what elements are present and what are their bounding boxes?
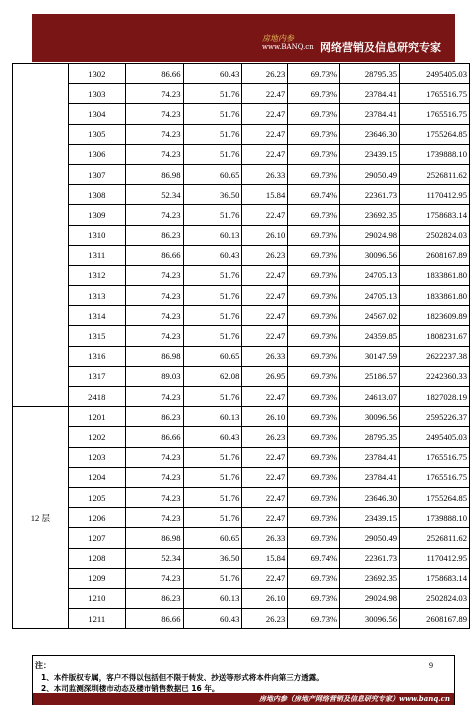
- table-cell: 74.23: [125, 84, 183, 104]
- table-cell: 23784.41: [340, 467, 400, 487]
- table-cell: 69.73%: [288, 427, 340, 447]
- table-row: [13, 225, 470, 245]
- table-cell: 26.33: [242, 346, 288, 366]
- room-number-cell: 1307: [68, 164, 125, 184]
- table-cell: 86.23: [125, 407, 183, 427]
- table-cell: 1827028.19: [400, 387, 470, 407]
- table-cell: 69.73%: [288, 609, 340, 629]
- table-cell: 1170412.95: [400, 185, 470, 205]
- table-cell: 69.73%: [288, 487, 340, 507]
- table-cell: 2242360.33: [400, 366, 470, 386]
- room-number-cell: 1201: [68, 407, 125, 427]
- room-number-cell: 1208: [68, 548, 125, 568]
- table-cell: 86.98: [125, 528, 183, 548]
- table-cell: 51.76: [183, 286, 242, 306]
- table-cell: 29024.98: [340, 588, 400, 608]
- table-cell: 36.50: [183, 548, 242, 568]
- table-cell: 30147.59: [340, 346, 400, 366]
- table-cell: 69.73%: [288, 528, 340, 548]
- table-cell: 26.23: [242, 64, 288, 84]
- table-cell: 74.23: [125, 447, 183, 467]
- table-cell: 1823609.89: [400, 306, 470, 326]
- table-cell: 23646.30: [340, 487, 400, 507]
- page-number: 9: [429, 661, 433, 670]
- table-row: [13, 427, 470, 447]
- table-cell: 69.73%: [288, 124, 340, 144]
- table-cell: 60.13: [183, 225, 242, 245]
- table-cell: 74.23: [125, 326, 183, 346]
- table-cell: 69.73%: [288, 245, 340, 265]
- table-cell: 1833861.80: [400, 265, 470, 285]
- room-number-cell: 1316: [68, 346, 125, 366]
- table-cell: 69.73%: [288, 366, 340, 386]
- table-row: [13, 306, 470, 326]
- logo-url: www.BANQ.cn: [262, 43, 314, 51]
- table-cell: 22361.73: [340, 185, 400, 205]
- table-cell: 22.47: [242, 447, 288, 467]
- table-cell: 24567.02: [340, 306, 400, 326]
- table-row: [13, 588, 470, 608]
- table-cell: 52.34: [125, 548, 183, 568]
- header-title: 网络营销及信息研究专家: [320, 41, 441, 54]
- room-number-cell: 1205: [68, 487, 125, 507]
- table-cell: 51.76: [183, 306, 242, 326]
- table-cell: 86.66: [125, 427, 183, 447]
- table-cell: 60.65: [183, 528, 242, 548]
- table-cell: 69.73%: [288, 64, 340, 84]
- table-cell: 86.98: [125, 164, 183, 184]
- room-number-cell: 1317: [68, 366, 125, 386]
- table-row: [13, 548, 470, 568]
- table-cell: 69.74%: [288, 185, 340, 205]
- table-cell: 2502824.03: [400, 588, 470, 608]
- table-cell: 1765516.75: [400, 467, 470, 487]
- table-cell: 86.66: [125, 609, 183, 629]
- table-cell: 24613.07: [340, 387, 400, 407]
- table-cell: 51.76: [183, 205, 242, 225]
- table-cell: 1170412.95: [400, 548, 470, 568]
- table-cell: 52.34: [125, 185, 183, 205]
- room-number-cell: 1306: [68, 144, 125, 164]
- table-cell: 1758683.14: [400, 205, 470, 225]
- table-cell: 60.65: [183, 164, 242, 184]
- table-cell: 51.76: [183, 104, 242, 124]
- table-cell: 74.23: [125, 124, 183, 144]
- table-cell: 25186.57: [340, 366, 400, 386]
- table-row: [13, 265, 470, 285]
- table-cell: 62.08: [183, 366, 242, 386]
- table-cell: 26.23: [242, 609, 288, 629]
- table-cell: 51.76: [183, 447, 242, 467]
- table-cell: 69.73%: [288, 104, 340, 124]
- room-number-cell: 1309: [68, 205, 125, 225]
- table-cell: 2595226.37: [400, 407, 470, 427]
- footer-bar-text: 房地内参（房地产网络营销及信息研究专家）www.banq.cn: [258, 694, 450, 703]
- table-cell: 26.33: [242, 528, 288, 548]
- table-cell: 2622237.38: [400, 346, 470, 366]
- table-cell: 1765516.75: [400, 104, 470, 124]
- table-cell: 22.47: [242, 306, 288, 326]
- table-row: [13, 185, 470, 205]
- table-cell: 1808231.67: [400, 326, 470, 346]
- table-cell: 74.23: [125, 306, 183, 326]
- table-cell: 22.47: [242, 124, 288, 144]
- table-cell: 51.76: [183, 84, 242, 104]
- table-cell: 36.50: [183, 185, 242, 205]
- table-cell: 23784.41: [340, 447, 400, 467]
- table-cell: 69.73%: [288, 387, 340, 407]
- table-cell: 1739888.10: [400, 508, 470, 528]
- table-cell: 74.23: [125, 467, 183, 487]
- table-row: [13, 467, 470, 487]
- table-cell: 22361.73: [340, 548, 400, 568]
- table-cell: 69.73%: [288, 407, 340, 427]
- table-cell: 69.73%: [288, 205, 340, 225]
- table-cell: 23439.15: [340, 508, 400, 528]
- table-cell: 74.23: [125, 508, 183, 528]
- table-cell: 22.47: [242, 104, 288, 124]
- table-cell: 74.23: [125, 205, 183, 225]
- table-row: [13, 609, 470, 629]
- table-cell: 22.47: [242, 467, 288, 487]
- table-cell: 2526811.62: [400, 528, 470, 548]
- table-cell: 1833861.80: [400, 286, 470, 306]
- table-cell: 69.73%: [288, 588, 340, 608]
- room-number-cell: 1206: [68, 508, 125, 528]
- table-cell: 2495405.03: [400, 64, 470, 84]
- table-cell: 26.10: [242, 225, 288, 245]
- table-cell: 51.76: [183, 568, 242, 588]
- table-cell: 51.76: [183, 387, 242, 407]
- price-table: [12, 63, 470, 629]
- note-label: 注：: [35, 661, 51, 670]
- table-cell: 26.95: [242, 366, 288, 386]
- table-cell: 1758683.14: [400, 568, 470, 588]
- table-cell: 28795.35: [340, 64, 400, 84]
- room-number-cell: 1314: [68, 306, 125, 326]
- table-cell: 69.73%: [288, 346, 340, 366]
- table-cell: 60.13: [183, 407, 242, 427]
- table-cell: 22.47: [242, 387, 288, 407]
- table-cell: 69.73%: [288, 508, 340, 528]
- table-cell: 1765516.75: [400, 84, 470, 104]
- table-cell: 69.73%: [288, 84, 340, 104]
- room-number-cell: 1207: [68, 528, 125, 548]
- banq-logo: [262, 34, 314, 52]
- table-cell: 69.73%: [288, 164, 340, 184]
- logo-text: 房地内参: [262, 34, 294, 43]
- table-cell: 69.73%: [288, 225, 340, 245]
- note-copyright: 1、本件版权专属，客户不得以包括但不限于转发、抄送等形式将本件向第三方透露。: [41, 673, 324, 682]
- table-row: [13, 387, 470, 407]
- table-cell: 74.23: [125, 487, 183, 507]
- table-cell: 24705.13: [340, 286, 400, 306]
- table-cell: 23784.41: [340, 104, 400, 124]
- table-row: [13, 164, 470, 184]
- room-number-cell: 1303: [68, 84, 125, 104]
- table-row: [13, 487, 470, 507]
- table-cell: 29024.98: [340, 225, 400, 245]
- table-cell: 51.76: [183, 265, 242, 285]
- table-row: [13, 346, 470, 366]
- room-number-cell: 1203: [68, 447, 125, 467]
- table-row: [13, 447, 470, 467]
- table-cell: 26.10: [242, 407, 288, 427]
- room-number-cell: 1315: [68, 326, 125, 346]
- table-cell: 51.76: [183, 508, 242, 528]
- room-number-cell: 1310: [68, 225, 125, 245]
- table-cell: 60.43: [183, 64, 242, 84]
- table-cell: 86.66: [125, 64, 183, 84]
- table-cell: 60.43: [183, 427, 242, 447]
- table-cell: 51.76: [183, 326, 242, 346]
- table-cell: 26.10: [242, 588, 288, 608]
- room-number-cell: 1312: [68, 265, 125, 285]
- table-cell: 30096.56: [340, 407, 400, 427]
- table-row: [13, 205, 470, 225]
- table-cell: 1739888.10: [400, 144, 470, 164]
- table-cell: 69.73%: [288, 568, 340, 588]
- table-cell: 69.73%: [288, 306, 340, 326]
- table-cell: 86.66: [125, 245, 183, 265]
- table-cell: 60.43: [183, 245, 242, 265]
- table-cell: 22.47: [242, 205, 288, 225]
- table-row: [13, 245, 470, 265]
- table-cell: 74.23: [125, 265, 183, 285]
- table-cell: 2502824.03: [400, 225, 470, 245]
- note-monitoring: 2、本司监测深圳楼市动态及楼市销售数据已 16 年。: [41, 684, 220, 693]
- table-cell: 74.23: [125, 104, 183, 124]
- table-cell: 69.73%: [288, 144, 340, 164]
- table-cell: 26.33: [242, 164, 288, 184]
- table-cell: 2495405.03: [400, 427, 470, 447]
- table-cell: 2608167.89: [400, 609, 470, 629]
- table-cell: 23439.15: [340, 144, 400, 164]
- room-number-cell: 1308: [68, 185, 125, 205]
- table-cell: 15.84: [242, 185, 288, 205]
- table-cell: 60.43: [183, 609, 242, 629]
- room-number-cell: 1211: [68, 609, 125, 629]
- table-cell: 51.76: [183, 487, 242, 507]
- room-number-cell: 1202: [68, 427, 125, 447]
- table-cell: 23692.35: [340, 568, 400, 588]
- room-number-cell: 1304: [68, 104, 125, 124]
- table-cell: 86.23: [125, 588, 183, 608]
- table-cell: 1755264.85: [400, 487, 470, 507]
- room-number-cell: 1302: [68, 64, 125, 84]
- table-cell: 86.23: [125, 225, 183, 245]
- table-cell: 69.73%: [288, 447, 340, 467]
- table-cell: 15.84: [242, 548, 288, 568]
- table-cell: 26.23: [242, 245, 288, 265]
- table-cell: 69.73%: [288, 467, 340, 487]
- table-cell: 69.73%: [288, 326, 340, 346]
- table-row: [13, 528, 470, 548]
- table-cell: 22.47: [242, 144, 288, 164]
- room-number-cell: 1204: [68, 467, 125, 487]
- room-number-cell: 1311: [68, 245, 125, 265]
- footer-notes: [32, 655, 455, 705]
- table-cell: 23784.41: [340, 84, 400, 104]
- table-cell: 2526811.62: [400, 164, 470, 184]
- floor-cell: 12 层: [13, 407, 69, 629]
- table-cell: 1755264.85: [400, 124, 470, 144]
- table-row: [13, 366, 470, 386]
- table-cell: 22.47: [242, 84, 288, 104]
- table-cell: 51.76: [183, 467, 242, 487]
- table-cell: 26.23: [242, 427, 288, 447]
- table-row: [13, 104, 470, 124]
- table-cell: 22.47: [242, 568, 288, 588]
- table-row: [13, 508, 470, 528]
- table-row: [13, 124, 470, 144]
- table-cell: 2608167.89: [400, 245, 470, 265]
- table-cell: 29050.49: [340, 528, 400, 548]
- room-number-cell: 1209: [68, 568, 125, 588]
- table-cell: 69.74%: [288, 548, 340, 568]
- table-cell: 60.13: [183, 588, 242, 608]
- table-cell: 74.23: [125, 144, 183, 164]
- table-cell: 69.73%: [288, 265, 340, 285]
- table-cell: 23646.30: [340, 124, 400, 144]
- table-row: [13, 568, 470, 588]
- table-cell: 30096.56: [340, 609, 400, 629]
- table-cell: 51.76: [183, 124, 242, 144]
- table-cell: 60.65: [183, 346, 242, 366]
- table-cell: 22.47: [242, 487, 288, 507]
- table-cell: 86.98: [125, 346, 183, 366]
- table-cell: 28795.35: [340, 427, 400, 447]
- room-number-cell: 2418: [68, 387, 125, 407]
- floor-cell: [13, 64, 69, 407]
- table-cell: 74.23: [125, 568, 183, 588]
- table-cell: 30096.56: [340, 245, 400, 265]
- table-row: [13, 144, 470, 164]
- table-row: [13, 407, 470, 427]
- table-cell: 23692.35: [340, 205, 400, 225]
- table-cell: 24359.85: [340, 326, 400, 346]
- table-row: [13, 326, 470, 346]
- table-cell: 74.23: [125, 286, 183, 306]
- table-row: [13, 64, 470, 84]
- table-row: [13, 286, 470, 306]
- room-number-cell: 1313: [68, 286, 125, 306]
- table-cell: 1765516.75: [400, 447, 470, 467]
- table-cell: 69.73%: [288, 286, 340, 306]
- table-cell: 29050.49: [340, 164, 400, 184]
- table-cell: 22.47: [242, 265, 288, 285]
- footer-bar: [33, 693, 454, 705]
- table-cell: 22.47: [242, 286, 288, 306]
- table-cell: 74.23: [125, 387, 183, 407]
- table-cell: 89.03: [125, 366, 183, 386]
- table-cell: 22.47: [242, 326, 288, 346]
- table-cell: 24705.13: [340, 265, 400, 285]
- table-cell: 22.47: [242, 508, 288, 528]
- table-row: [13, 84, 470, 104]
- table-cell: 51.76: [183, 144, 242, 164]
- room-number-cell: 1210: [68, 588, 125, 608]
- room-number-cell: 1305: [68, 124, 125, 144]
